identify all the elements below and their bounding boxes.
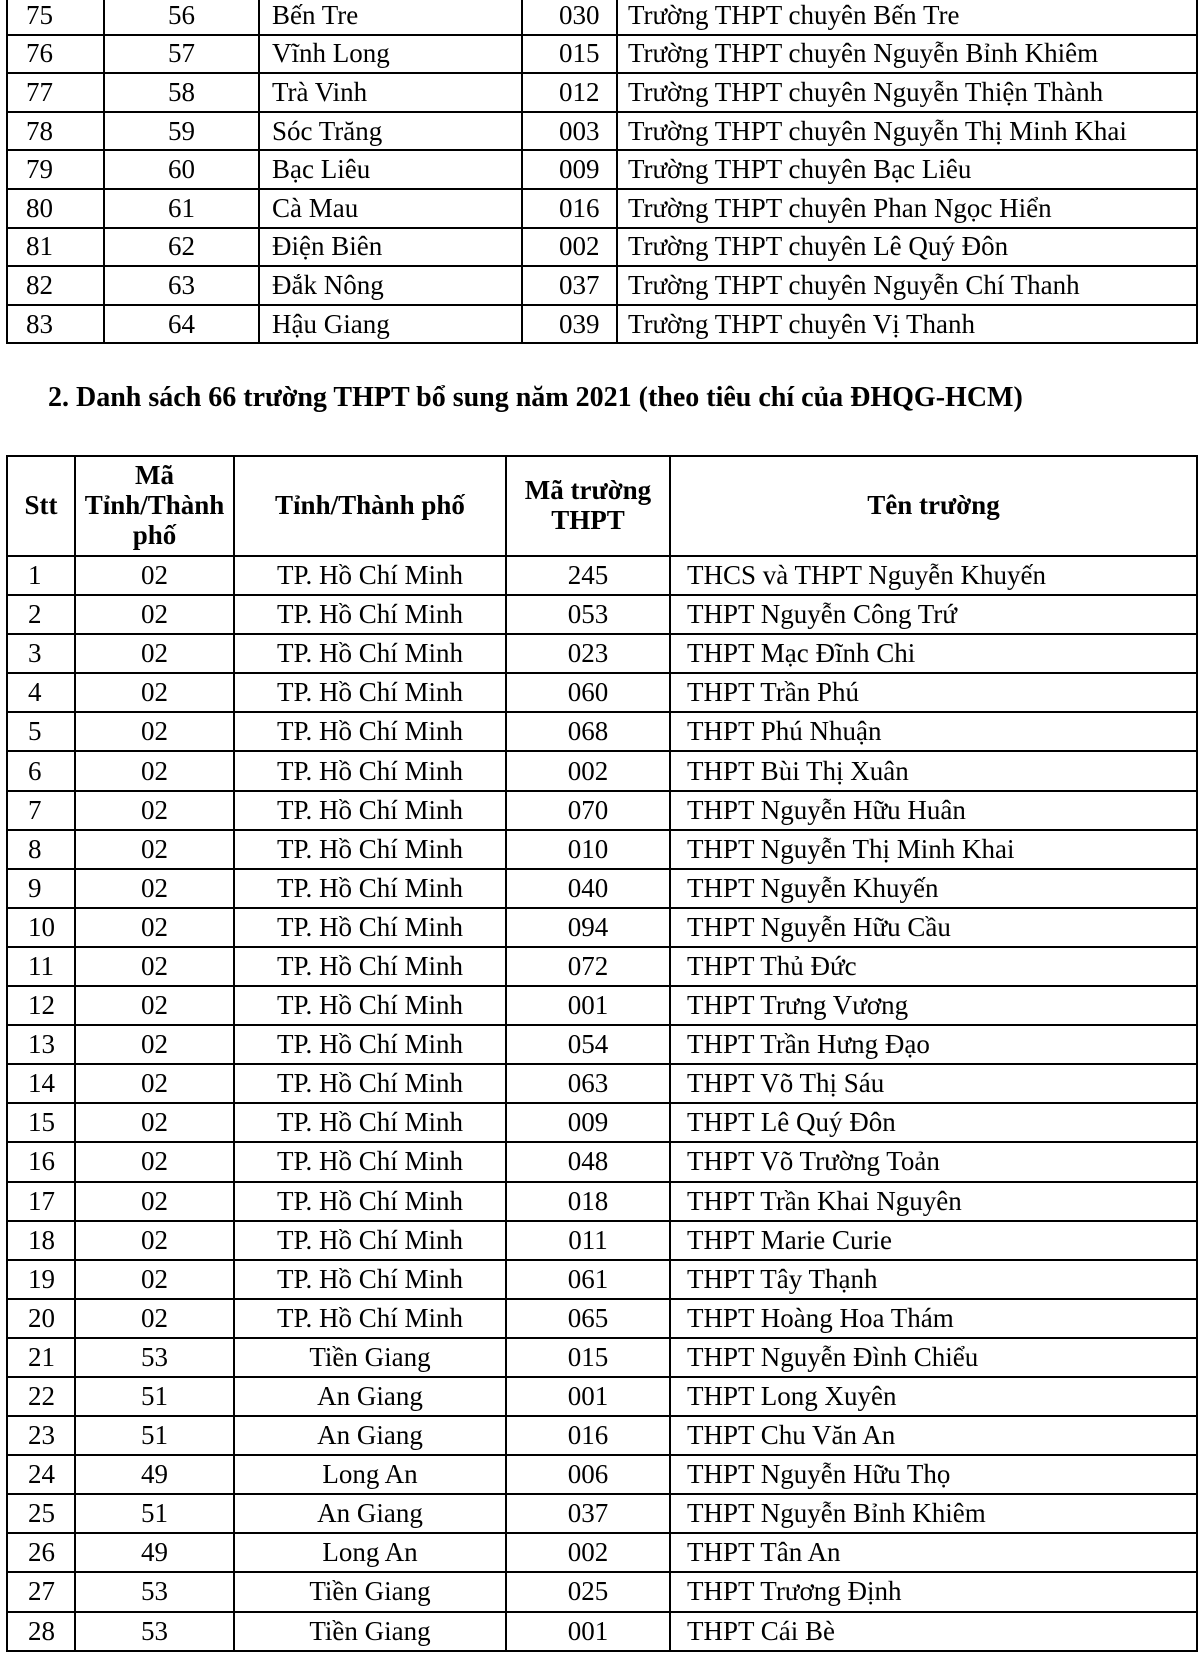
table-header: [7, 456, 1197, 556]
table-row: [7, 1612, 1197, 1651]
cell-stt: 76: [7, 35, 104, 74]
cell-school-name: Trường THPT chuyên Vị Thanh: [617, 305, 1197, 344]
cell-school-code: 015: [506, 1338, 670, 1377]
cell-province-code: 02: [75, 595, 234, 634]
cell-stt: 4: [7, 673, 75, 712]
table-row: [7, 986, 1197, 1025]
cell-province: Điện Biên: [259, 228, 522, 267]
cell-school-code: 025: [506, 1572, 670, 1611]
header-province-code: Mã Tỉnh/Thành phố: [75, 456, 234, 556]
cell-school-name: THPT Phú Nhuận: [670, 712, 1197, 751]
header-stt: Stt: [7, 456, 75, 556]
cell-province-code: 02: [75, 1064, 234, 1103]
cell-province-code: 60: [104, 150, 259, 189]
table-row: [7, 228, 1197, 267]
cell-school-name: THPT Mạc Đĩnh Chi: [670, 634, 1197, 673]
cell-stt: 11: [7, 947, 75, 986]
table-row: [7, 791, 1197, 830]
cell-school-code: 016: [506, 1416, 670, 1455]
cell-stt: 9: [7, 869, 75, 908]
cell-province: TP. Hồ Chí Minh: [234, 947, 506, 986]
table-row: [7, 1377, 1197, 1416]
cell-stt: 8: [7, 830, 75, 869]
cell-school-code: 002: [506, 1533, 670, 1572]
cell-stt: 7: [7, 791, 75, 830]
cell-province: TP. Hồ Chí Minh: [234, 1260, 506, 1299]
cell-province-code: 02: [75, 673, 234, 712]
cell-school-code: 068: [506, 712, 670, 751]
cell-school-code: 002: [506, 751, 670, 790]
cell-school-code: 245: [506, 556, 670, 595]
cell-province: Long An: [234, 1533, 506, 1572]
table-row: [7, 1299, 1197, 1338]
cell-school-name: THPT Nguyễn Đình Chiểu: [670, 1338, 1197, 1377]
top-school-table: [6, 0, 1198, 344]
cell-province-code: 02: [75, 791, 234, 830]
cell-province-code: 57: [104, 35, 259, 74]
cell-province: TP. Hồ Chí Minh: [234, 830, 506, 869]
main-table-body: [7, 556, 1197, 1651]
header-province: Tỉnh/Thành phố: [234, 456, 506, 556]
cell-province-code: 02: [75, 1221, 234, 1260]
cell-stt: 80: [7, 189, 104, 228]
cell-province-code: 56: [104, 0, 259, 35]
cell-province: TP. Hồ Chí Minh: [234, 1103, 506, 1142]
cell-stt: 20: [7, 1299, 75, 1338]
table-row: [7, 830, 1197, 869]
cell-province: TP. Hồ Chí Minh: [234, 1142, 506, 1181]
table-row: [7, 35, 1197, 74]
cell-school-code: 006: [506, 1455, 670, 1494]
cell-school-code: 054: [506, 1025, 670, 1064]
table-row: [7, 189, 1197, 228]
table-row: [7, 1533, 1197, 1572]
cell-school-code: 030: [522, 0, 617, 35]
cell-province-code: 02: [75, 1103, 234, 1142]
cell-school-code: 002: [522, 228, 617, 267]
cell-school-name: Trường THPT chuyên Nguyễn Bỉnh Khiêm: [617, 35, 1197, 74]
cell-stt: 28: [7, 1612, 75, 1651]
cell-province: Tiền Giang: [234, 1572, 506, 1611]
cell-province: An Giang: [234, 1377, 506, 1416]
cell-school-name: THPT Trần Phú: [670, 673, 1197, 712]
table-row: [7, 1064, 1197, 1103]
cell-province: Cà Mau: [259, 189, 522, 228]
cell-stt: 82: [7, 266, 104, 305]
cell-school-code: 001: [506, 986, 670, 1025]
cell-province: TP. Hồ Chí Minh: [234, 869, 506, 908]
cell-stt: 26: [7, 1533, 75, 1572]
cell-province-code: 49: [75, 1533, 234, 1572]
cell-stt: 16: [7, 1142, 75, 1181]
cell-province-code: 63: [104, 266, 259, 305]
cell-stt: 77: [7, 73, 104, 112]
cell-province: TP. Hồ Chí Minh: [234, 1064, 506, 1103]
cell-stt: 10: [7, 908, 75, 947]
cell-school-code: 010: [506, 830, 670, 869]
cell-school-name: THPT Nguyễn Hữu Huân: [670, 791, 1197, 830]
cell-school-code: 011: [506, 1221, 670, 1260]
cell-province-code: 53: [75, 1612, 234, 1651]
cell-school-code: 012: [522, 73, 617, 112]
cell-province-code: 51: [75, 1494, 234, 1533]
table-row: [7, 1103, 1197, 1142]
cell-stt: 75: [7, 0, 104, 35]
cell-school-code: 001: [506, 1377, 670, 1416]
table-row: [7, 305, 1197, 344]
cell-school-code: 037: [506, 1494, 670, 1533]
table-row: [7, 1221, 1197, 1260]
cell-school-name: THPT Nguyễn Bỉnh Khiêm: [670, 1494, 1197, 1533]
cell-school-code: 015: [522, 35, 617, 74]
table-row: [7, 112, 1197, 151]
table-row: [7, 908, 1197, 947]
cell-school-code: 063: [506, 1064, 670, 1103]
cell-school-name: THPT Nguyễn Hữu Cầu: [670, 908, 1197, 947]
cell-school-code: 037: [522, 266, 617, 305]
cell-school-name: Trường THPT chuyên Nguyễn Thiện Thành: [617, 73, 1197, 112]
table-row: [7, 751, 1197, 790]
cell-province: TP. Hồ Chí Minh: [234, 751, 506, 790]
cell-province: TP. Hồ Chí Minh: [234, 712, 506, 751]
cell-school-code: 048: [506, 1142, 670, 1181]
cell-school-name: Trường THPT chuyên Lê Quý Đôn: [617, 228, 1197, 267]
cell-province-code: 51: [75, 1377, 234, 1416]
cell-province-code: 62: [104, 228, 259, 267]
table-row: [7, 712, 1197, 751]
table-row: [7, 73, 1197, 112]
cell-province-code: 02: [75, 830, 234, 869]
cell-stt: 6: [7, 751, 75, 790]
table-row: [7, 1455, 1197, 1494]
cell-stt: 81: [7, 228, 104, 267]
cell-province-code: 58: [104, 73, 259, 112]
cell-province: An Giang: [234, 1416, 506, 1455]
cell-province-code: 64: [104, 305, 259, 344]
header-school-code: Mã trường THPT: [506, 456, 670, 556]
cell-province-code: 02: [75, 1182, 234, 1221]
cell-province-code: 02: [75, 908, 234, 947]
cell-school-name: THPT Nguyễn Khuyến: [670, 869, 1197, 908]
cell-stt: 17: [7, 1182, 75, 1221]
cell-stt: 19: [7, 1260, 75, 1299]
cell-school-code: 023: [506, 634, 670, 673]
cell-school-code: 061: [506, 1260, 670, 1299]
table-row: [7, 1494, 1197, 1533]
cell-province-code: 02: [75, 986, 234, 1025]
cell-province: TP. Hồ Chí Minh: [234, 1299, 506, 1338]
cell-school-name: THPT Marie Curie: [670, 1221, 1197, 1260]
cell-school-code: 060: [506, 673, 670, 712]
cell-school-code: 040: [506, 869, 670, 908]
cell-province-code: 02: [75, 1142, 234, 1181]
cell-school-name: THPT Cái Bè: [670, 1612, 1197, 1651]
cell-stt: 22: [7, 1377, 75, 1416]
cell-stt: 1: [7, 556, 75, 595]
cell-stt: 5: [7, 712, 75, 751]
cell-province: TP. Hồ Chí Minh: [234, 1182, 506, 1221]
cell-province-code: 02: [75, 1299, 234, 1338]
table-row: [7, 556, 1197, 595]
cell-school-name: Trường THPT chuyên Bến Tre: [617, 0, 1197, 35]
cell-stt: 78: [7, 112, 104, 151]
cell-school-name: THPT Võ Thị Sáu: [670, 1064, 1197, 1103]
table-row: [7, 1260, 1197, 1299]
cell-school-name: THPT Hoàng Hoa Thám: [670, 1299, 1197, 1338]
cell-province: Hậu Giang: [259, 305, 522, 344]
table-row: [7, 1572, 1197, 1611]
cell-school-name: THPT Tân An: [670, 1533, 1197, 1572]
table-row: [7, 673, 1197, 712]
cell-school-name: THPT Nguyễn Thị Minh Khai: [670, 830, 1197, 869]
cell-province-code: 51: [75, 1416, 234, 1455]
cell-province: TP. Hồ Chí Minh: [234, 908, 506, 947]
cell-stt: 24: [7, 1455, 75, 1494]
cell-province: TP. Hồ Chí Minh: [234, 595, 506, 634]
cell-school-code: 009: [506, 1103, 670, 1142]
table-row: [7, 634, 1197, 673]
cell-school-name: Trường THPT chuyên Bạc Liêu: [617, 150, 1197, 189]
cell-province-code: 02: [75, 1260, 234, 1299]
cell-stt: 14: [7, 1064, 75, 1103]
cell-province-code: 61: [104, 189, 259, 228]
cell-school-code: 003: [522, 112, 617, 151]
section-heading: 2. Danh sách 66 trường THPT bổ sung năm 2021 (theo tiêu chí của ĐHQG-HCM): [48, 382, 1023, 413]
table-row: [7, 266, 1197, 305]
cell-school-name: THPT Trần Khai Nguyên: [670, 1182, 1197, 1221]
cell-school-code: 053: [506, 595, 670, 634]
cell-stt: 27: [7, 1572, 75, 1611]
cell-school-code: 018: [506, 1182, 670, 1221]
cell-province: Đắk Nông: [259, 266, 522, 305]
cell-province: TP. Hồ Chí Minh: [234, 791, 506, 830]
cell-school-name: THPT Bùi Thị Xuân: [670, 751, 1197, 790]
cell-province: TP. Hồ Chí Minh: [234, 673, 506, 712]
table-row: [7, 1142, 1197, 1181]
cell-school-name: THPT Nguyễn Hữu Thọ: [670, 1455, 1197, 1494]
cell-province: TP. Hồ Chí Minh: [234, 1221, 506, 1260]
cell-province-code: 53: [75, 1338, 234, 1377]
header-row: [7, 456, 1197, 556]
cell-school-name: Trường THPT chuyên Nguyễn Chí Thanh: [617, 266, 1197, 305]
cell-school-name: THCS và THPT Nguyễn Khuyến: [670, 556, 1197, 595]
cell-province: Sóc Trăng: [259, 112, 522, 151]
cell-stt: 23: [7, 1416, 75, 1455]
table-row: [7, 595, 1197, 634]
cell-province-code: 59: [104, 112, 259, 151]
cell-province-code: 02: [75, 712, 234, 751]
table-row: [7, 869, 1197, 908]
cell-school-name: Trường THPT chuyên Phan Ngọc Hiển: [617, 189, 1197, 228]
cell-stt: 83: [7, 305, 104, 344]
table-row: [7, 150, 1197, 189]
cell-school-code: 070: [506, 791, 670, 830]
cell-province-code: 02: [75, 1025, 234, 1064]
cell-school-name: THPT Chu Văn An: [670, 1416, 1197, 1455]
cell-school-name: Trường THPT chuyên Nguyễn Thị Minh Khai: [617, 112, 1197, 151]
cell-province: Tiền Giang: [234, 1338, 506, 1377]
cell-stt: 21: [7, 1338, 75, 1377]
cell-province: TP. Hồ Chí Minh: [234, 634, 506, 673]
table-row: [7, 1416, 1197, 1455]
cell-stt: 12: [7, 986, 75, 1025]
cell-school-name: THPT Trần Hưng Đạo: [670, 1025, 1197, 1064]
table-row: [7, 1338, 1197, 1377]
cell-stt: 18: [7, 1221, 75, 1260]
cell-stt: 13: [7, 1025, 75, 1064]
table-row: [7, 1025, 1197, 1064]
cell-school-code: 016: [522, 189, 617, 228]
cell-stt: 3: [7, 634, 75, 673]
cell-school-code: 009: [522, 150, 617, 189]
cell-province: TP. Hồ Chí Minh: [234, 986, 506, 1025]
cell-province: An Giang: [234, 1494, 506, 1533]
cell-school-code: 094: [506, 908, 670, 947]
cell-province: Tiền Giang: [234, 1612, 506, 1651]
cell-province: Vĩnh Long: [259, 35, 522, 74]
cell-province-code: 49: [75, 1455, 234, 1494]
cell-province-code: 02: [75, 869, 234, 908]
cell-school-name: THPT Long Xuyên: [670, 1377, 1197, 1416]
cell-province-code: 53: [75, 1572, 234, 1611]
table-row: [7, 947, 1197, 986]
header-school-name: Tên trường: [670, 456, 1197, 556]
cell-stt: 2: [7, 595, 75, 634]
cell-stt: 79: [7, 150, 104, 189]
cell-province-code: 02: [75, 634, 234, 673]
cell-school-name: THPT Tây Thạnh: [670, 1260, 1197, 1299]
top-table-body: [7, 0, 1197, 343]
cell-stt: 25: [7, 1494, 75, 1533]
cell-school-code: 072: [506, 947, 670, 986]
cell-province-code: 02: [75, 947, 234, 986]
cell-province-code: 02: [75, 556, 234, 595]
cell-province: Long An: [234, 1455, 506, 1494]
cell-school-code: 065: [506, 1299, 670, 1338]
cell-school-code: 001: [506, 1612, 670, 1651]
cell-province: TP. Hồ Chí Minh: [234, 1025, 506, 1064]
cell-school-name: THPT Võ Trường Toản: [670, 1142, 1197, 1181]
cell-stt: 15: [7, 1103, 75, 1142]
cell-school-name: THPT Lê Quý Đôn: [670, 1103, 1197, 1142]
cell-school-name: THPT Thủ Đức: [670, 947, 1197, 986]
cell-province: Trà Vinh: [259, 73, 522, 112]
cell-province: TP. Hồ Chí Minh: [234, 556, 506, 595]
cell-province: Bến Tre: [259, 0, 522, 35]
cell-school-name: THPT Trương Định: [670, 1572, 1197, 1611]
table-row: [7, 1182, 1197, 1221]
cell-school-name: THPT Trưng Vương: [670, 986, 1197, 1025]
cell-province-code: 02: [75, 751, 234, 790]
cell-school-code: 039: [522, 305, 617, 344]
cell-school-name: THPT Nguyễn Công Trứ: [670, 595, 1197, 634]
cell-province: Bạc Liêu: [259, 150, 522, 189]
supplementary-school-table: [6, 455, 1198, 1652]
table-row: [7, 0, 1197, 35]
